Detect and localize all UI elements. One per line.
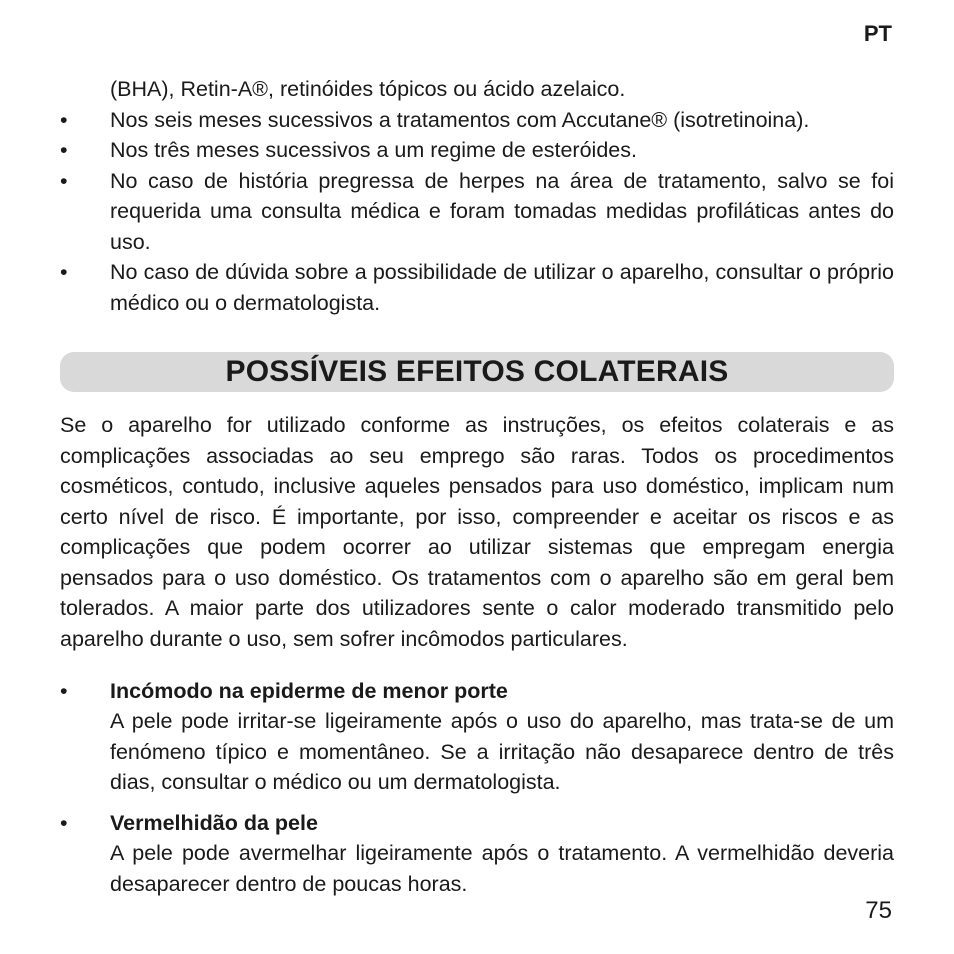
list-item — [60, 808, 894, 900]
side-effects-list — [60, 676, 894, 900]
list-item — [60, 166, 894, 258]
list-item-text: Nos seis meses sucessivos a tratamentos com Accutane® (isotretinoina). — [110, 107, 810, 132]
bullet-icon: • — [60, 810, 68, 835]
language-label: PT — [863, 21, 892, 46]
section-title: POSSÍVEIS EFEITOS COLATERAIS — [225, 355, 729, 388]
bullet-icon: • — [60, 138, 68, 162]
page-number: 75 — [865, 897, 892, 924]
effect-title: Incómodo na epiderme de menor porte — [110, 678, 508, 703]
list-item-text: Nos três meses sucessivos a um regime de esteróides. — [110, 138, 637, 162]
section-header-bar — [60, 352, 894, 392]
bullet-icon: • — [60, 107, 68, 132]
bullet-icon: • — [60, 260, 68, 284]
precautions-list — [60, 105, 894, 319]
effect-description: A pele pode avermelhar ligeiramente após o tratamento. A vermelhidão deveria desaparecer dentro de poucas horas. — [110, 841, 894, 896]
list-item — [60, 676, 894, 798]
list-item-text: No caso de dúvida sobre a possibilidade de utilizar o aparelho, consultar o próprio médico ou o dermatologista. — [110, 260, 894, 315]
bullet-icon: • — [60, 678, 68, 703]
section-intro-paragraph: Se o aparelho for utilizado conforme as instruções, os efeitos colaterais e as complicações associadas ao seu emprego são raras. Todos os procedimentos cosméticos, contudo, inclusive aqueles pensados para uso doméstico, implicam num certo nível de risco. É importante, por isso, compreender e aceitar os riscos e as complicações que podem ocorrer ao utilizar sistemas que empregam energia pensados para o uso doméstico. Os tratamentos com o aparelho são em geral bem tolerados. A maior parte dos utilizadores sente o calor moderado transmitido pelo aparelho durante o uso, sem sofrer incômodos particulares. — [60, 413, 894, 651]
precaution-continuation: (BHA), Retin-A®, retinóides tópicos ou ácido azelaico. — [110, 77, 626, 101]
effect-title: Vermelhidão da pele — [110, 810, 318, 835]
list-item-text: No caso de história pregressa de herpes na área de tratamento, salvo se foi requerida uma consulta médica e foram tomadas medidas profiláticas antes do uso. — [110, 168, 894, 254]
effect-description: A pele pode irritar-se ligeiramente após o uso do aparelho, mas trata-se de um fenómeno típico e momentâneo. Se a irritação não desaparece dentro de três dias, consultar o médico ou um dermatologista. — [110, 709, 894, 794]
list-item — [60, 135, 894, 166]
list-item — [60, 257, 894, 318]
list-item — [60, 105, 894, 136]
page-content — [60, 74, 894, 909]
bullet-icon: • — [60, 168, 68, 193]
